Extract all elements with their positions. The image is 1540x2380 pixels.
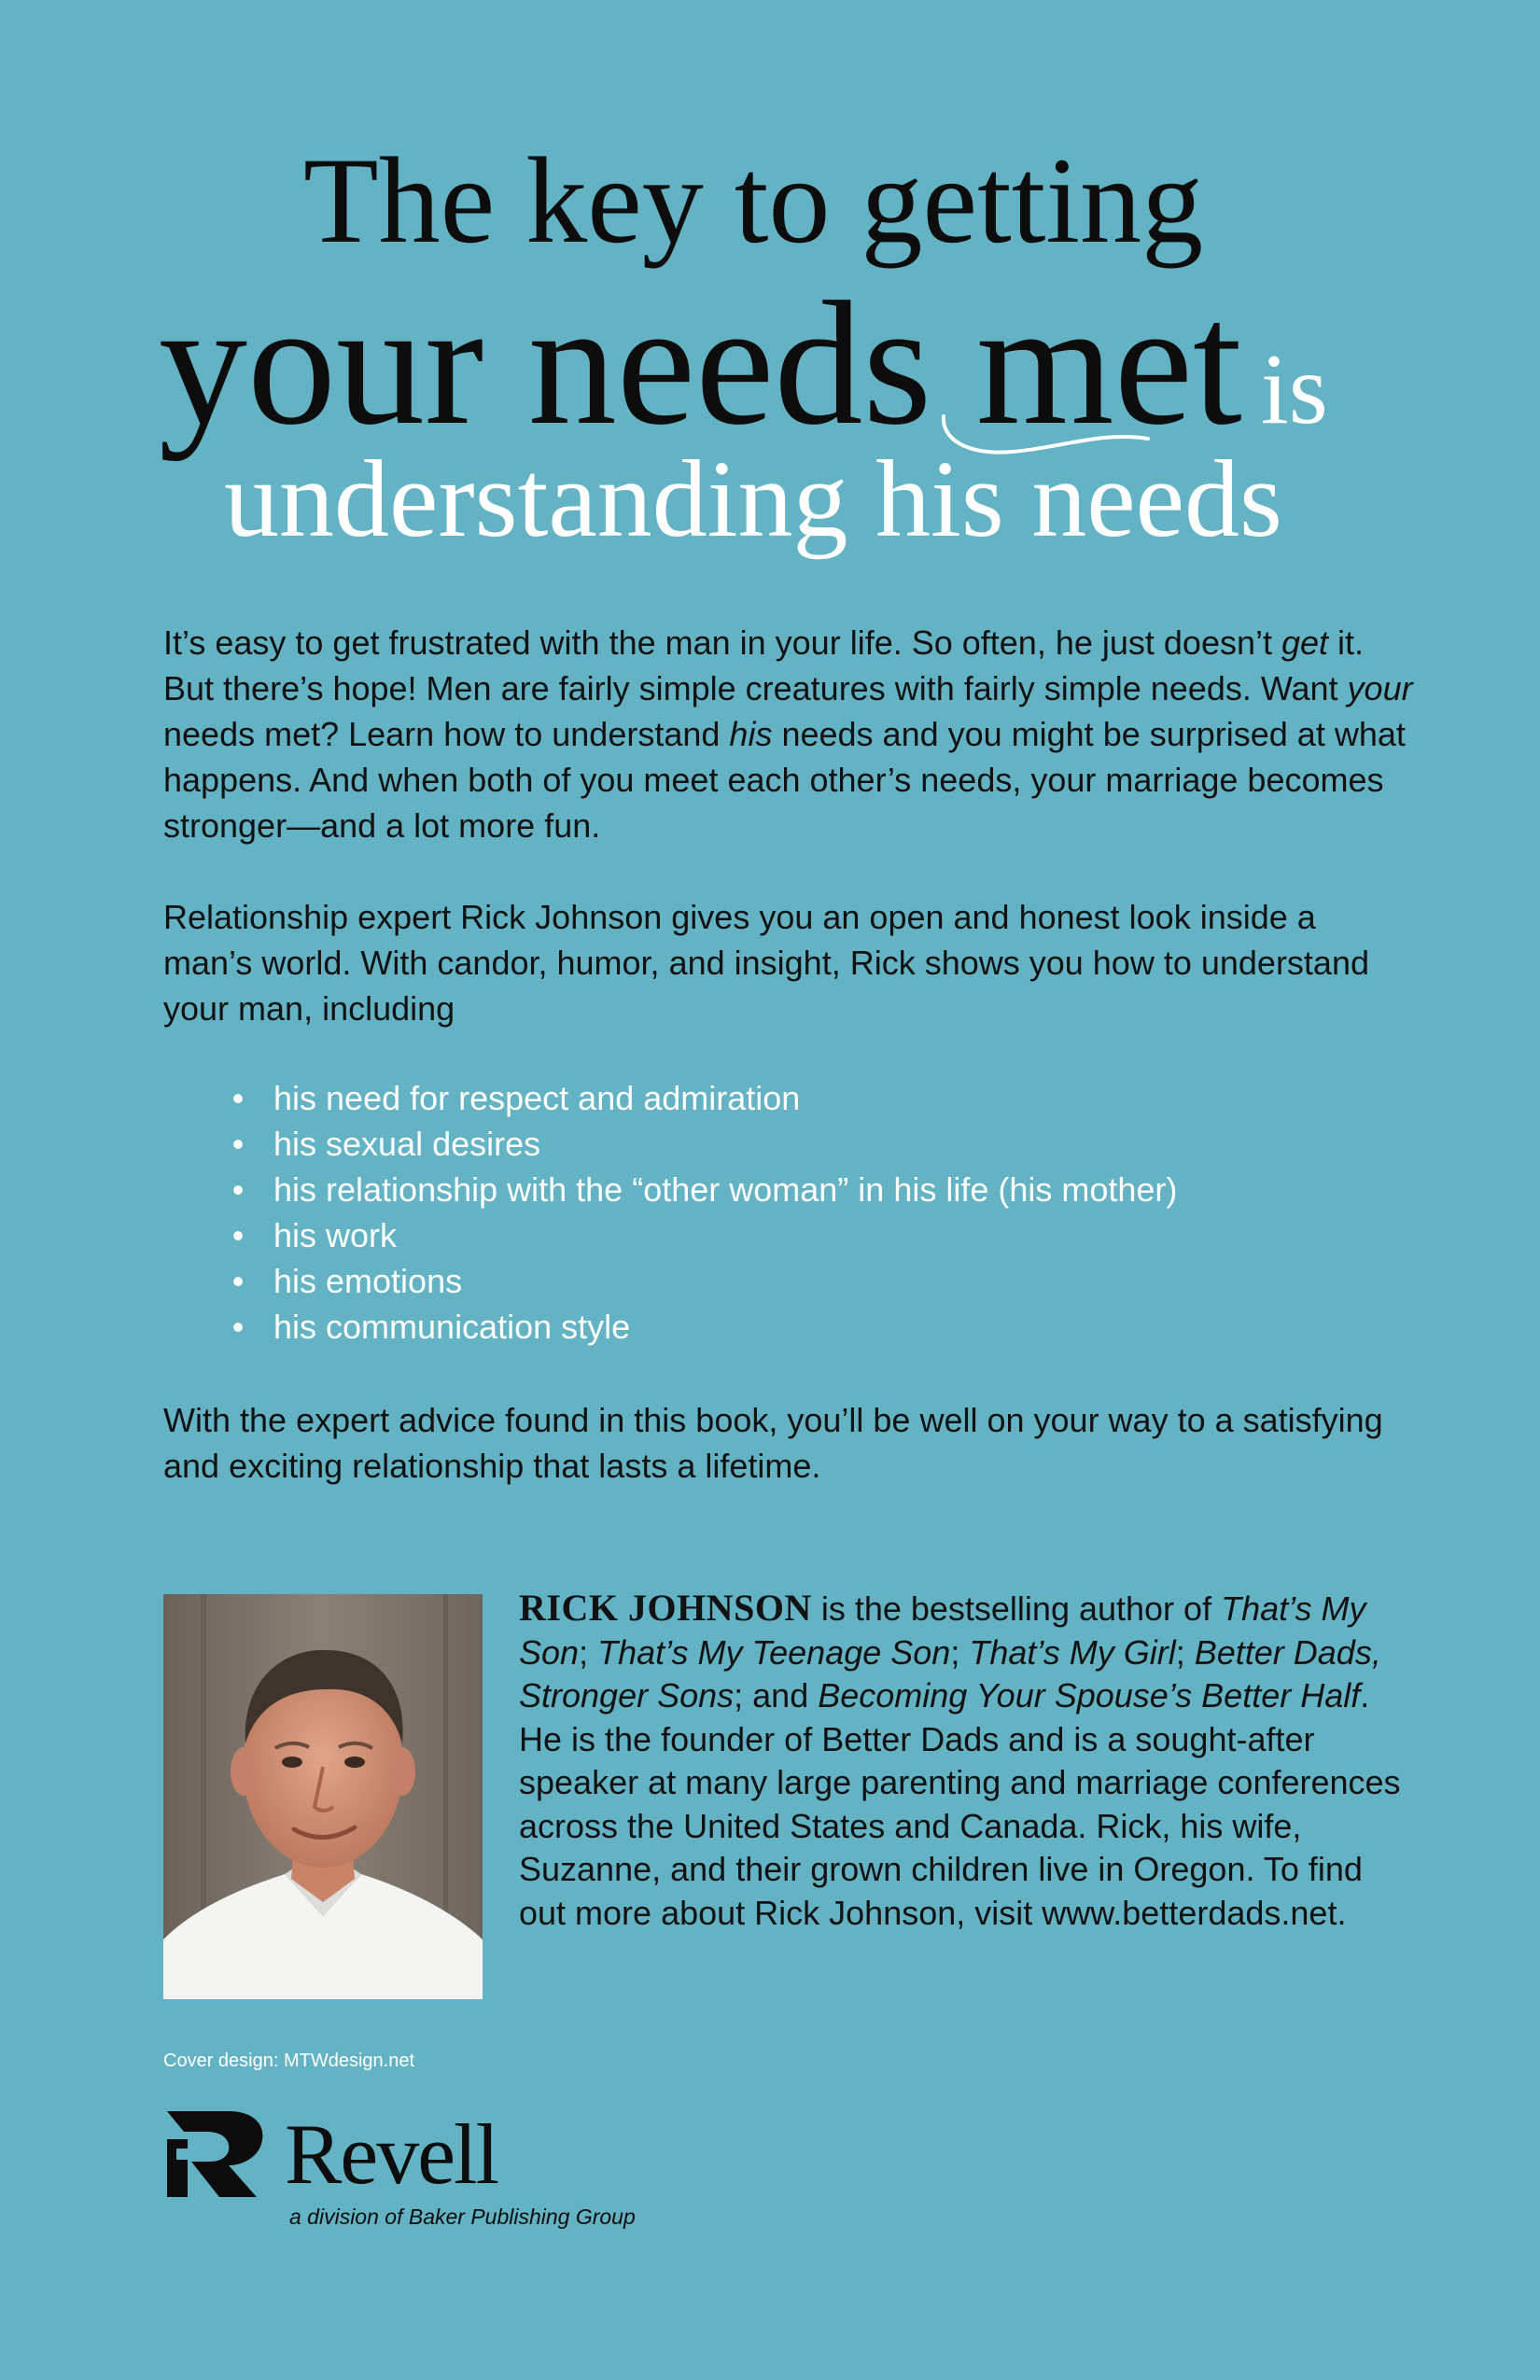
bullet-icon: • xyxy=(231,1125,245,1163)
cover-design-credit: Cover design: MTWdesign.net xyxy=(163,2051,415,2071)
headline-line-2-main: your needs met xyxy=(159,266,1242,462)
swash-underline-icon xyxy=(938,411,1153,467)
expert-paragraph: Relationship expert Rick Johnson gives you an open and honest look inside a man’s world. With candor, humor, and insight, Rick shows you how to understand your man, including xyxy=(163,898,1369,1028)
book-title: Better Dads, Stronger Sons xyxy=(519,1632,1381,1715)
bullet-icon: • xyxy=(231,1308,245,1346)
list-item xyxy=(229,1212,1395,1258)
intro-emphasis-your: your xyxy=(1347,669,1413,707)
author-bio xyxy=(519,1587,1406,1935)
intro-emphasis-get: get xyxy=(1281,623,1329,662)
intro-text-2: it. But there’s hope! Men are fairly simple creatures with fairly simple needs. Want xyxy=(163,623,1365,707)
list-item-text: his communication style xyxy=(273,1308,631,1346)
bullet-icon: • xyxy=(231,1079,245,1117)
list-item xyxy=(229,1258,1395,1304)
needs-list xyxy=(229,1075,1395,1350)
book-title: Becoming Your Spouse’s Better Half xyxy=(818,1676,1361,1715)
book-title: That’s My Teenage Son xyxy=(597,1632,951,1672)
bio-separator: ; xyxy=(950,1632,970,1672)
list-item-text: his work xyxy=(273,1216,398,1254)
intro-text-3: needs met? Learn how to understand xyxy=(163,715,730,753)
list-item-text: his sexual desires xyxy=(273,1125,541,1163)
bullet-icon: • xyxy=(231,1216,245,1254)
bio-text-1: is the bestselling author of xyxy=(811,1589,1222,1628)
headline-line-1: The key to getting xyxy=(303,132,1204,269)
bio-text-2: . He is the founder of Better Dads and is a sought-after speaker at many large parenting and marriage conferences across the United States and Canada. Rick, his wife, Suzanne, and their grown children live in Oregon. To find out more about Rick Johnson, visit www.betterdads.net. xyxy=(519,1676,1401,1932)
author-photo xyxy=(163,1594,483,1999)
revell-r-mark-icon xyxy=(163,2107,273,2201)
headline-line-3: understanding his needs xyxy=(224,438,1282,560)
list-item xyxy=(229,1075,1395,1121)
author-portrait-icon xyxy=(163,1594,483,1999)
intro-emphasis-his: his xyxy=(729,715,773,753)
intro-text-1: It’s easy to get frustrated with the man in your life. So often, he just doesn’t xyxy=(163,623,1281,662)
publisher-logo xyxy=(163,2107,649,2238)
publisher-tagline: a division of Baker Publishing Group xyxy=(289,2205,636,2229)
book-title: That’s My Girl xyxy=(969,1632,1176,1672)
list-item xyxy=(229,1167,1395,1212)
list-item-text: his relationship with the “other woman” in his life (his mother) xyxy=(273,1170,1178,1209)
headline-line-2-tail: is xyxy=(1260,334,1328,445)
bio-separator: ; and xyxy=(734,1676,819,1715)
intro-paragraph xyxy=(163,620,1414,848)
book-title: That’s My Son xyxy=(519,1589,1366,1672)
author-name: RICK JOHNSON xyxy=(519,1587,812,1629)
intro-text-4: needs and you might be surprised at what happens. And when both of you meet each other’s needs, your marriage becomes stronger—and a lot more fun. xyxy=(163,715,1406,845)
list-item-text: his emotions xyxy=(273,1262,463,1300)
list-item xyxy=(229,1121,1395,1167)
bullet-icon: • xyxy=(231,1262,245,1300)
bullet-icon: • xyxy=(231,1170,245,1209)
publisher-name: Revell xyxy=(285,2107,498,2202)
closing-paragraph: With the expert advice found in this book, you’ll be well on your way to a satisfying and exciting relationship that lasts a lifetime. xyxy=(163,1401,1383,1485)
list-item-text: his need for respect and admiration xyxy=(273,1079,801,1117)
list-item xyxy=(229,1304,1395,1350)
bio-separator: ; xyxy=(579,1632,598,1672)
bio-separator: ; xyxy=(1175,1632,1195,1672)
